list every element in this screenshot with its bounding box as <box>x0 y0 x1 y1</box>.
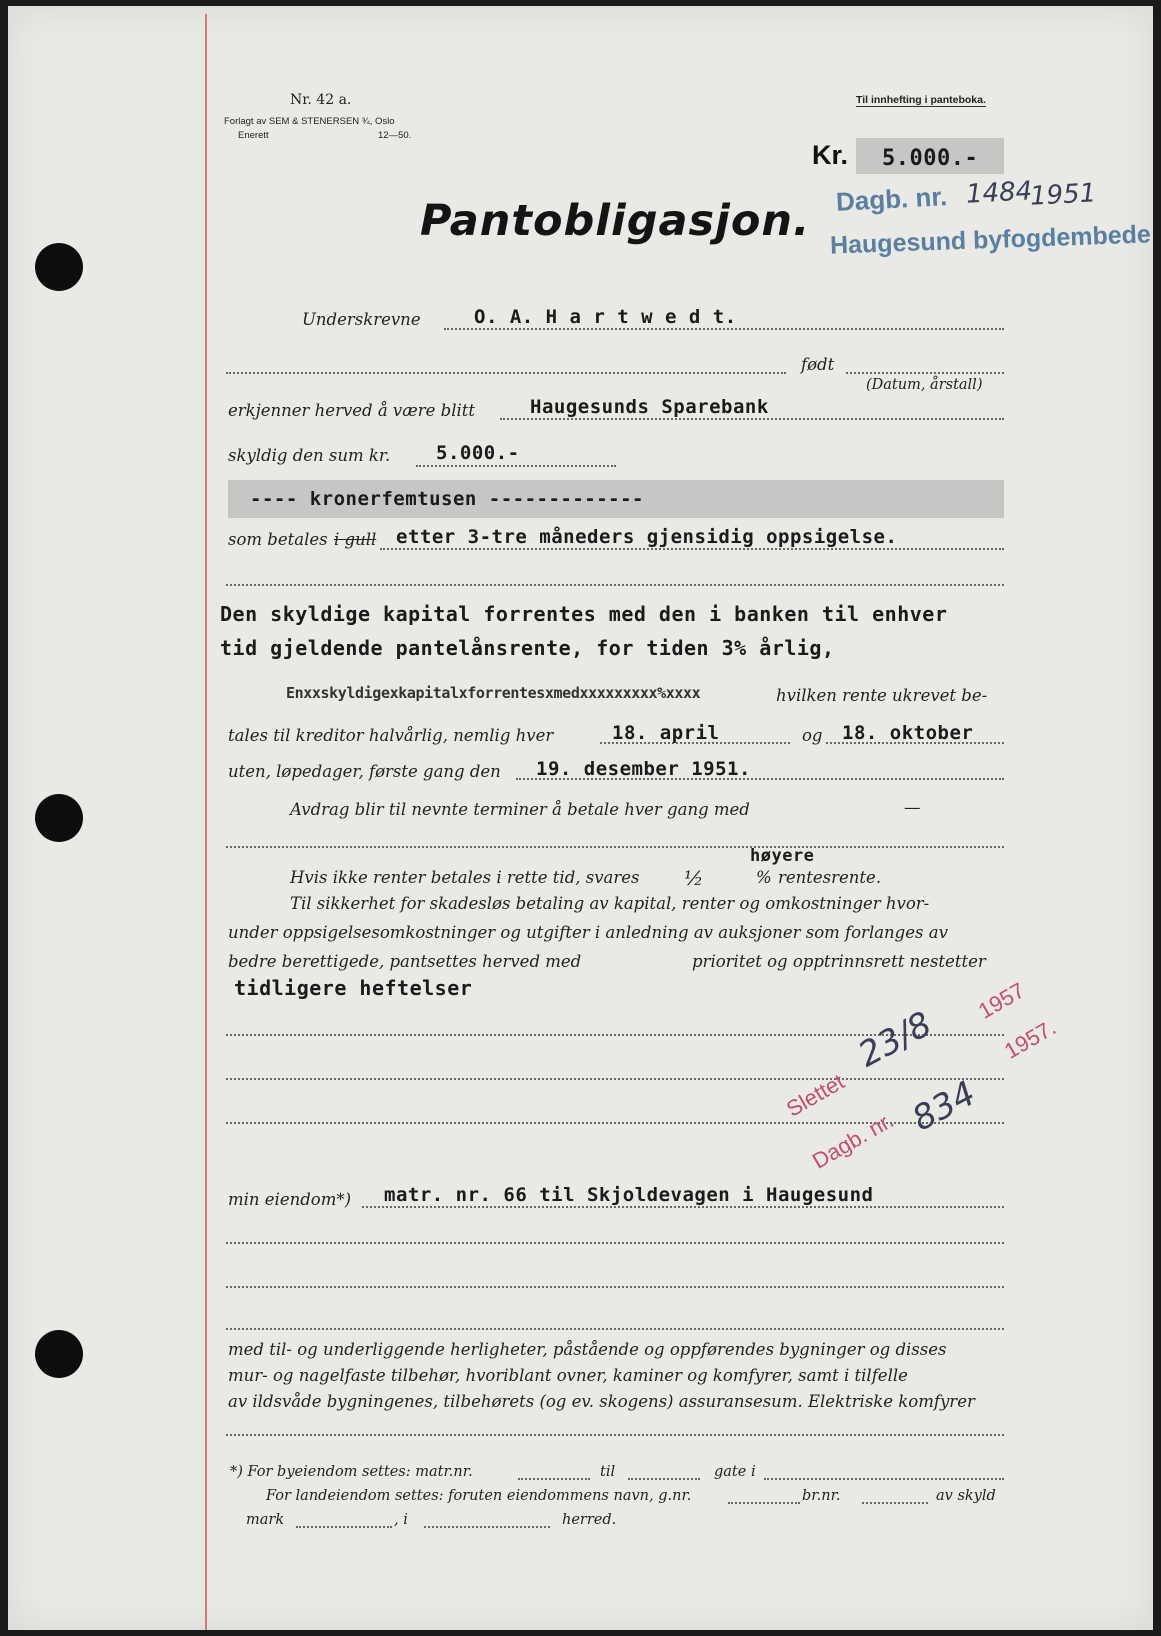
slettet-date: 23/8 <box>852 1004 939 1076</box>
lopedager-label: uten, løpedager, første gang den <box>228 762 501 781</box>
herligheter-line-2: mur- og nagelfaste tilbehør, hvoriblant ovner, kaminer og komfyrer, samt i tilfelle <box>228 1366 908 1385</box>
fill-line <box>500 418 1004 420</box>
punch-hole <box>35 1330 83 1378</box>
punch-hole <box>35 794 83 842</box>
underskrevne-value: O. A. H a r t w e d t. <box>474 306 737 328</box>
percent-sign: % <box>756 868 772 887</box>
footnote-line-2c: av skyld <box>936 1488 996 1504</box>
fill-line <box>226 372 786 374</box>
hoyere-value: høyere <box>750 846 815 866</box>
dagb-stamp-prefix: Dagb. nr. <box>835 181 948 217</box>
footnote-line-1a: *) For byeiendom settes: matr.nr. <box>230 1464 473 1480</box>
skyldig-label: skyldig den sum kr. <box>228 446 391 465</box>
betales-value: etter 3-tre måneders gjensidig oppsigelse. <box>396 526 898 548</box>
eiendom-label: min eiendom*) <box>228 1190 352 1209</box>
eiendom-value: matr. nr. 66 til Skjoldevagen i Haugesund <box>384 1184 874 1206</box>
rentesrente-label: rentesrente. <box>778 868 882 887</box>
fill-line <box>862 1502 928 1504</box>
fill-line <box>518 1478 590 1480</box>
betales-struck: i gull <box>334 530 377 549</box>
sum-value: 5.000.- <box>436 442 520 464</box>
sikkerhet-line-2: under oppsigelsesomkostninger og utgifter i anledning av auksjoner som forlanges av <box>228 923 948 942</box>
form-number: Nr. 42 a. <box>290 92 352 108</box>
footnote-line-1b: til <box>600 1464 616 1480</box>
publisher-enerett: Enerett <box>238 130 269 141</box>
fill-line <box>226 1242 1004 1244</box>
fill-line <box>226 584 1004 586</box>
og-label: og <box>802 726 823 745</box>
amount-value: 5.000.- <box>882 146 979 171</box>
cancellation-year: 1957. <box>1000 1014 1061 1064</box>
term-1: 18. april <box>612 722 720 744</box>
sikkerhet-line-3b: prioritet og opptrinnsrett nestetter <box>692 952 986 971</box>
fill-line <box>628 1478 700 1480</box>
hvilken-rente: hvilken rente ukrevet be- <box>776 686 988 705</box>
fill-line <box>444 328 1004 330</box>
fill-line <box>226 846 1004 848</box>
footnote-line-1c: gate i <box>714 1464 756 1480</box>
avdrag-text: Avdrag blir til nevnte terminer å betale hver gang med <box>290 800 750 819</box>
first-date: 19. desember 1951. <box>536 758 751 780</box>
publisher-line: Forlagt av SEM & STENERSEN ¾, Oslo <box>224 116 395 127</box>
amount-words: ---- kronerfemtusen ------------- <box>250 488 644 510</box>
interest-line-2: tid gjeldende pantelånsrente, for tiden 3% årlig, <box>220 636 835 660</box>
fill-line <box>764 1478 1004 1480</box>
dagb-year: 1951 <box>1029 178 1097 212</box>
amount-label: Kr. <box>812 140 849 170</box>
betales-label: som betales <box>228 530 328 549</box>
struck-line: Enxxskyldigexkapitalxforrentesxmedxxxxxxxxx%xxxx <box>286 684 701 702</box>
slettet-stamp: Slettet <box>782 1068 849 1122</box>
fill-line <box>416 465 616 467</box>
margin-line <box>205 14 207 1630</box>
footnote-line-3c: herred. <box>562 1512 617 1528</box>
fill-line <box>226 1434 1004 1436</box>
dagb-number: 1484 <box>965 176 1033 210</box>
fill-line <box>380 548 1004 550</box>
slettet-year: 1957 <box>974 977 1029 1024</box>
fill-line <box>362 1206 1004 1208</box>
footnote-line-3a: mark <box>246 1512 285 1528</box>
half-value: ½ <box>684 866 704 890</box>
fill-line <box>728 1502 800 1504</box>
interest-line-1: Den skyldige kapital forrentes med den i banken til enhver <box>220 602 948 626</box>
fill-line <box>226 1078 1004 1080</box>
fill-line <box>296 1526 392 1528</box>
fodt-label: født <box>801 355 835 374</box>
avdrag-dash: — <box>904 798 921 817</box>
erkjenner-label: erkjenner herved å være blitt <box>228 401 476 420</box>
office-stamp: Haugesund byfogdembede <box>829 220 1152 260</box>
tales-label: tales til kreditor halvårlig, nemlig hver <box>228 726 554 745</box>
binding-note: Til innhefting i panteboka. <box>856 94 986 106</box>
sikkerhet-line-1: Til sikkerhet for skadesløs betaling av kapital, renter og omkostninger hvor- <box>290 894 930 913</box>
herligheter-line-1: med til- og underliggende herligheter, påstående og oppførendes bygninger og disses <box>228 1340 947 1359</box>
punch-hole <box>35 243 83 291</box>
creditor-value: Haugesunds Sparebank <box>530 396 769 418</box>
fill-line <box>846 372 1004 374</box>
footnote-line-2a: For landeiendom settes: foruten eiendommens navn, g.nr. <box>266 1488 692 1504</box>
heftelser-value: tidligere heftelser <box>234 976 473 1000</box>
datum-note: (Datum, årstall) <box>866 377 983 393</box>
fill-line <box>226 1286 1004 1288</box>
footnote-line-2b: br.nr. <box>802 1488 841 1504</box>
fill-line <box>424 1526 550 1528</box>
underskrevne-label: Underskrevne <box>302 310 421 329</box>
sikkerhet-line-3a: bedre berettigede, pantsettes herved med <box>228 952 582 971</box>
fill-line <box>226 1328 1004 1330</box>
cancellation-dagb-stamp: Dagb. nr. <box>808 1107 898 1174</box>
document-title: Pantobligasjon. <box>420 196 811 246</box>
hvis-ikke-text: Hvis ikke renter betales i rette tid, svares <box>290 868 640 887</box>
cancellation-number: 834 <box>906 1073 983 1140</box>
term-2: 18. oktober <box>842 722 974 744</box>
herligheter-line-3: av ildsvåde bygningenes, tilbehørets (og ev. skogens) assuransesum. Elektriske komfyrer <box>228 1392 975 1411</box>
publisher-code: 12—50. <box>378 130 412 141</box>
footnote-line-3b: , i <box>394 1512 408 1528</box>
